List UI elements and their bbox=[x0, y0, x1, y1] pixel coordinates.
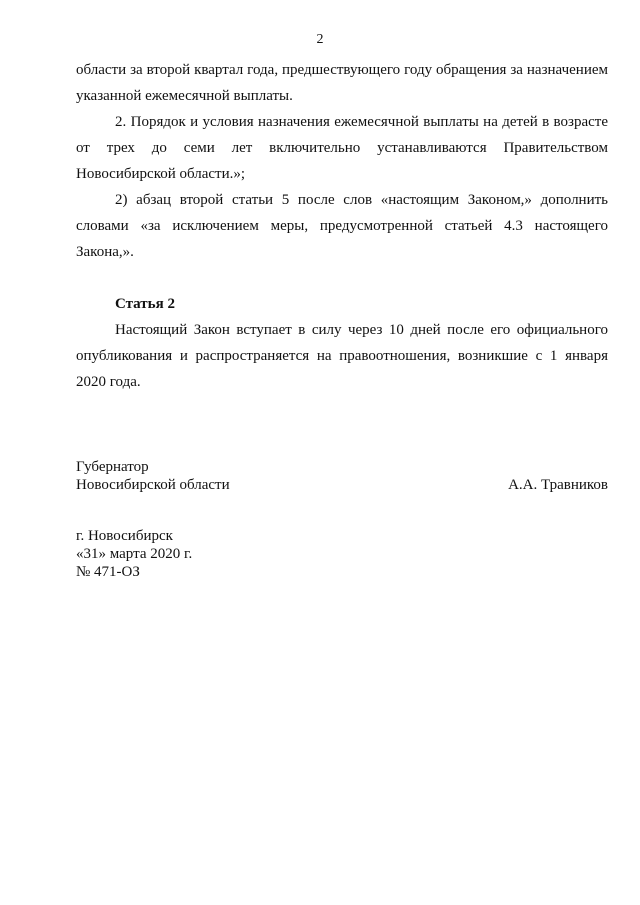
signer-name: А.А. Травников bbox=[508, 477, 608, 493]
article-2-text: Настоящий Закон вступает в силу через 10 дней после его официального опубликования и распространяется на правоотношения, возникшие с 1 января 2020 года. bbox=[76, 322, 608, 390]
place-date-block bbox=[76, 527, 192, 581]
date: «31» марта 2020 г. bbox=[76, 546, 193, 562]
signer-title-line2: Новосибирской области bbox=[76, 477, 230, 493]
law-number: № 471-ОЗ bbox=[76, 564, 140, 580]
document-body bbox=[76, 57, 608, 395]
paragraph-item-2: 2. Порядок и условия назначения ежемесячной выплаты на детей в возрасте от трех до семи лет включительно устанавливаются Правительством Новосибирской области.»; bbox=[76, 114, 608, 182]
page-number: 2 bbox=[316, 32, 324, 47]
city: г. Новосибирск bbox=[76, 528, 173, 544]
signer-title-line1: Губернатор bbox=[76, 459, 149, 475]
article-2-heading: Статья 2 bbox=[115, 296, 175, 312]
signature-block bbox=[76, 458, 608, 494]
paragraph-continuation: области за второй квартал года, предшествующего году обращения за назначением указанной ежемесячной выплаты. bbox=[76, 62, 608, 104]
paragraph-amendment-2: 2) абзац второй статьи 5 после слов «настоящим Законом,» дополнить словами «за исключением меры, предусмотренной статьей 4.3 настоящего Закона,». bbox=[76, 192, 608, 260]
